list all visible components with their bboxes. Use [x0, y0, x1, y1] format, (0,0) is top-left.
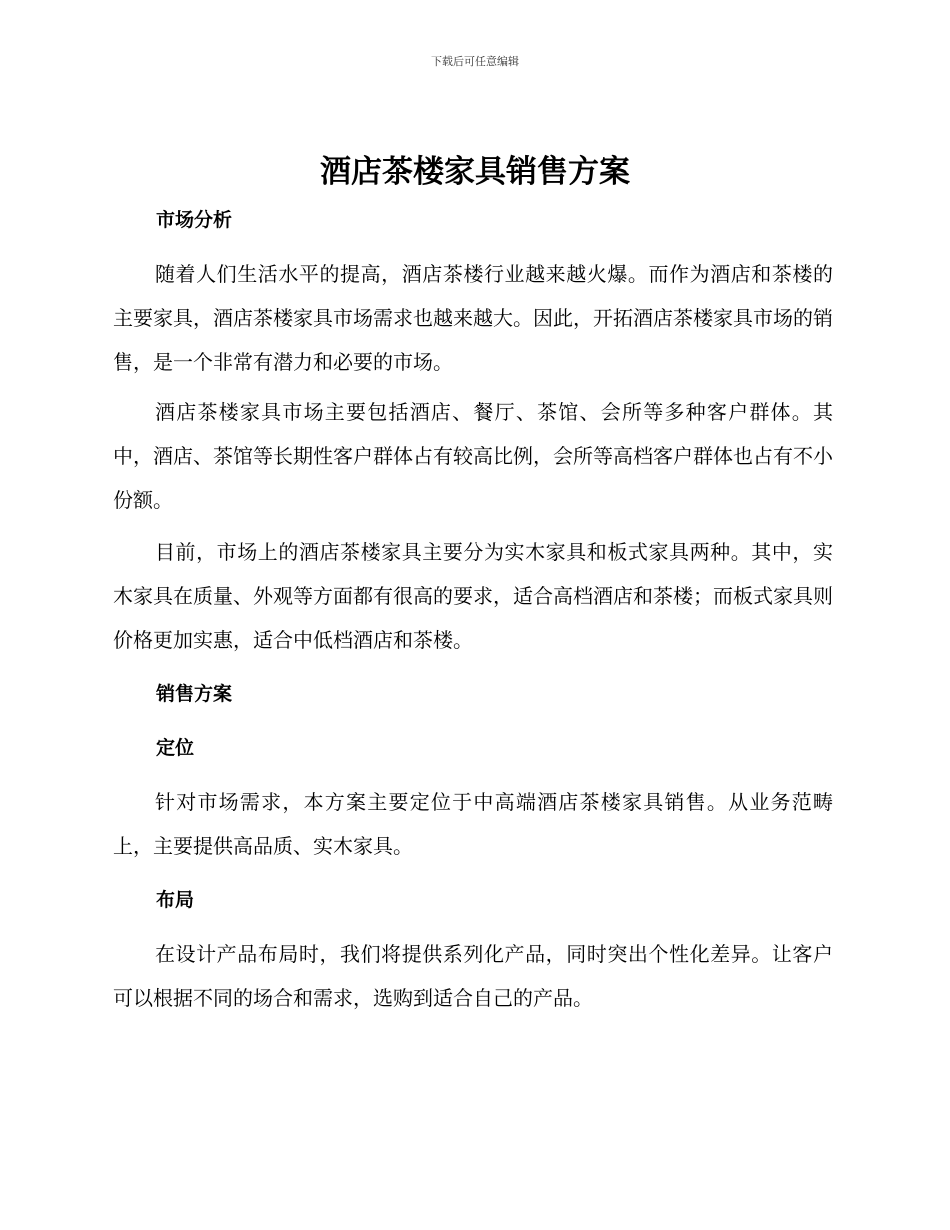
- page-header-note: 下载后可任意编辑: [431, 55, 519, 68]
- section-heading-market-analysis: 市场分析: [156, 209, 233, 231]
- positioning-paragraph: 针对市场需求，本方案主要定位于中高端酒店茶楼家具销售。从业务范畴上，主要提供高品质、实木家具。: [113, 790, 833, 858]
- layout-paragraph: 在设计产品布局时，我们将提供系列化产品，同时突出个性化差异。让客户可以根据不同的场合和需求，选购到适合自己的产品。: [113, 942, 833, 1010]
- market-analysis-paragraph-2: 酒店茶楼家具市场主要包括酒店、餐厅、茶馆、会所等多种客户群体。其中，酒店、茶馆等长期性客户群体占有较高比例，会所等高档客户群体也占有不小份额。: [113, 400, 833, 512]
- subsection-heading-positioning: 定位: [156, 737, 195, 759]
- section-heading-sales-plan: 销售方案: [156, 683, 233, 705]
- document-title: 酒店茶楼家具销售方案: [320, 154, 630, 190]
- market-analysis-paragraph-3: 目前，市场上的酒店茶楼家具主要分为实木家具和板式家具两种。其中，实木家具在质量、外观等方面都有很高的要求，适合高档酒店和茶楼；而板式家具则价格更加实惠，适合中低档酒店和茶楼。: [113, 540, 833, 652]
- subsection-heading-layout: 布局: [156, 889, 195, 911]
- market-analysis-paragraph-1: 随着人们生活水平的提高，酒店茶楼行业越来越火爆。而作为酒店和茶楼的主要家具，酒店茶楼家具市场需求也越来越大。因此，开拓酒店茶楼家具市场的销售，是一个非常有潜力和必要的市场。: [113, 262, 833, 374]
